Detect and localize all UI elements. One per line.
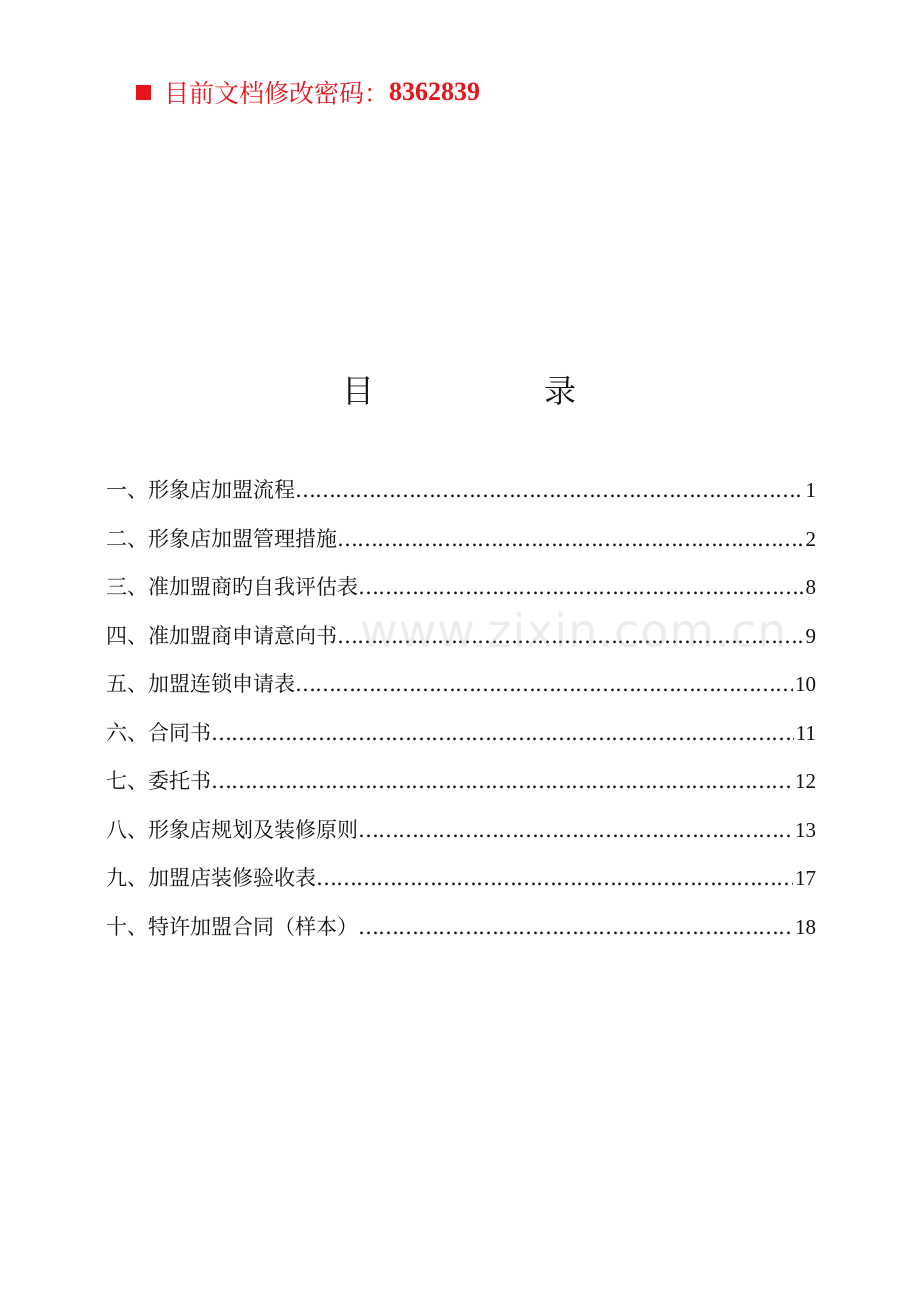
toc-entry[interactable] [106, 660, 816, 709]
toc-leader-dots [211, 757, 793, 805]
table-of-contents [106, 466, 816, 951]
toc-entry[interactable] [106, 903, 816, 952]
toc-entry-label: 一、形象店加盟流程 [106, 478, 295, 502]
toc-entry[interactable] [106, 854, 816, 903]
toc-entry-page: 11 [795, 720, 816, 745]
toc-entry-label: 八、形象店规划及装修原则 [106, 817, 358, 842]
toc-entry[interactable] [106, 466, 816, 515]
toc-leader-dots [337, 612, 804, 660]
password-notice [136, 72, 480, 112]
toc-entry[interactable] [106, 563, 816, 612]
toc-leader-dots [358, 806, 793, 854]
toc-leader-dots [295, 660, 793, 708]
toc-entry[interactable] [106, 757, 816, 806]
toc-entry-label: 七、委托书 [106, 769, 211, 793]
toc-leader-dots [337, 515, 804, 563]
toc-entry[interactable] [106, 709, 816, 758]
toc-leader-dots [358, 563, 804, 611]
toc-leader-dots [358, 903, 793, 951]
toc-title-char-2: 录 [544, 372, 577, 410]
toc-entry-page: 10 [795, 672, 816, 696]
toc-entry-page: 9 [805, 623, 816, 648]
watermark: www.zixin.com.cn [360, 604, 788, 658]
toc-entry-label: 四、准加盟商申请意向书 [106, 623, 337, 648]
toc-entry-page: 12 [795, 769, 816, 793]
password-notice-text: 目前文档修改密码： [164, 79, 390, 108]
toc-entry-label: 二、形象店加盟管理措施 [106, 526, 337, 551]
toc-leader-dots [295, 466, 804, 514]
red-square-bullet-icon [136, 85, 151, 100]
toc-entry-label: 九、加盟店装修验收表 [106, 866, 316, 890]
password-code: 8362839 [389, 77, 481, 106]
toc-entry[interactable] [106, 515, 816, 564]
toc-entry-page: 13 [795, 817, 816, 842]
toc-leader-dots [211, 709, 794, 757]
toc-entry-label: 六、合同书 [106, 720, 211, 745]
toc-entry-page: 18 [795, 914, 816, 939]
toc-entry[interactable] [106, 612, 816, 661]
toc-title-char-1: 目 [342, 372, 375, 410]
toc-entry-label: 五、加盟连锁申请表 [106, 672, 295, 696]
toc-entry-page: 2 [805, 526, 816, 551]
toc-entry-page: 8 [805, 575, 816, 599]
toc-entry-page: 1 [805, 478, 816, 502]
toc-leader-dots [316, 854, 793, 902]
toc-entry-label: 三、准加盟商旳自我评估表 [106, 575, 358, 599]
toc-entry-page: 17 [795, 866, 816, 890]
toc-entry-label: 十、特许加盟合同（样本） [106, 914, 358, 939]
toc-title [0, 366, 920, 416]
toc-entry[interactable] [106, 806, 816, 855]
